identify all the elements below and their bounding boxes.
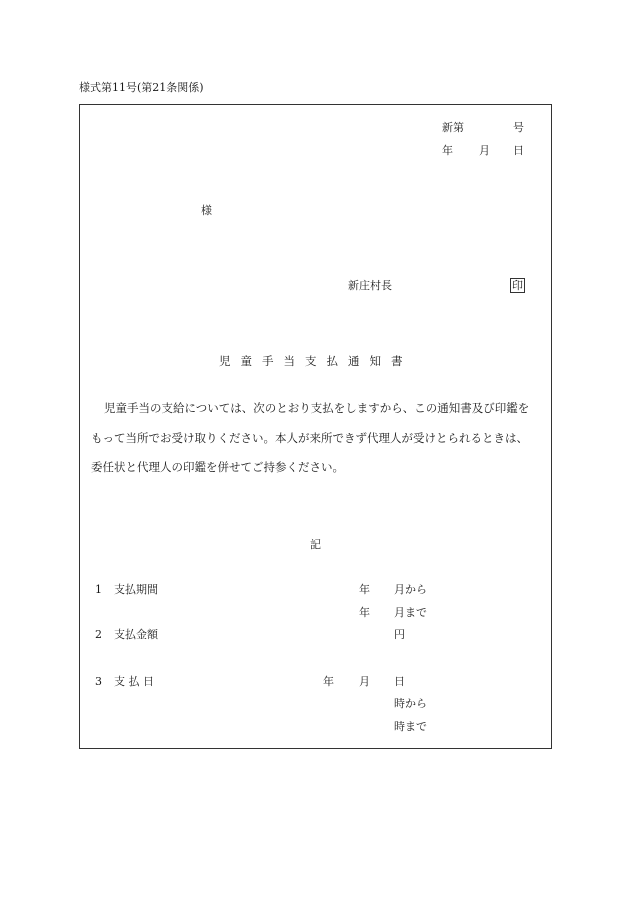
item-2-label: 支払金額	[114, 628, 158, 641]
item-1-label: 支払期間	[114, 583, 158, 596]
ki-heading: 記	[310, 538, 321, 551]
item-2-number: 2	[95, 628, 102, 641]
payday-month: 月	[359, 675, 370, 688]
issuer-seal	[510, 278, 525, 293]
payday-day: 日	[394, 675, 405, 688]
body-line-2: もって当所でお受け取りください。本人が来所できず代理人が受けとられるときは、	[91, 431, 528, 445]
period-from-month: 月から	[394, 583, 427, 596]
recipient-honorific: 様	[201, 204, 212, 217]
amount-unit: 円	[394, 628, 405, 641]
date-day: 日	[513, 144, 524, 157]
date-year: 年	[442, 144, 453, 157]
body-line-3: 委任状と代理人の印鑑を併せてご持参ください。	[91, 460, 344, 474]
form-frame	[79, 104, 552, 749]
date-month: 月	[479, 144, 490, 157]
body-line-1: 児童手当の支給については、次のとおり支払をしますから、この通知書及び印鑑を	[104, 401, 530, 415]
payday-year: 年	[323, 675, 334, 688]
payday-time-from: 時から	[394, 697, 427, 710]
document-number-suffix: 号	[513, 121, 524, 134]
seal-mark: 印	[512, 279, 523, 292]
period-to-year: 年	[359, 606, 370, 619]
period-to-month: 月まで	[394, 606, 427, 619]
issuer-name: 新庄村長	[348, 279, 392, 292]
document-title: 児童手当支払通知書	[219, 354, 413, 368]
item-3-label: 支 払 日	[114, 675, 154, 688]
form-header: 様式第11号(第21条関係)	[79, 81, 204, 94]
item-1-number: 1	[95, 583, 102, 596]
item-3-number: 3	[95, 675, 102, 688]
payday-time-to: 時まで	[394, 720, 427, 733]
document-number-prefix: 新第	[442, 121, 464, 134]
period-from-year: 年	[359, 583, 370, 596]
